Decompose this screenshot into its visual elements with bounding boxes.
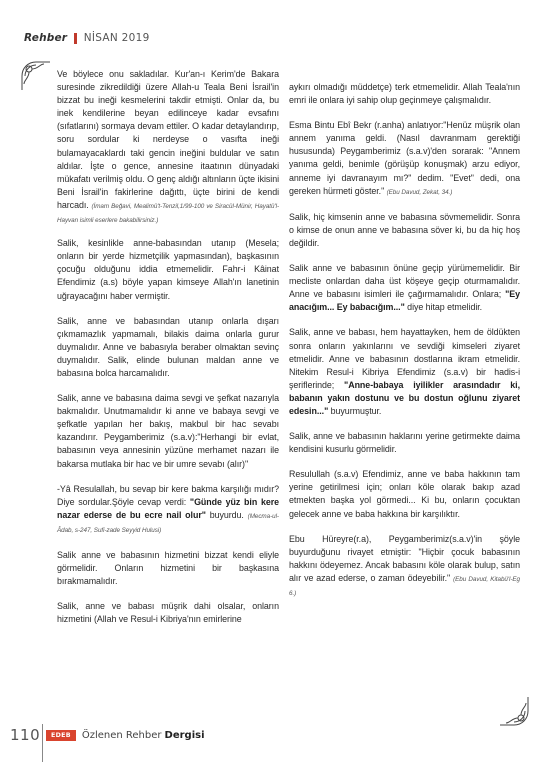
address-quote: "Ey anacığım... Ey babacığım...": [289, 289, 520, 313]
paragraph-text: diye hitap etmelidir.: [404, 302, 483, 313]
footer-divider: [42, 724, 43, 762]
paragraph: [57, 392, 279, 471]
paragraph-text: Salik, kesinlikle anne-babasından utanıp (Mesela; onların bir yerde hizmetçilik yapmasından), başkasının çocuğu olduğunu iddia etmemelidir. Fahr-i Kâinat Efendimiz (a.s) böyle yapan kimseye Allah'ın lanetinin uğrayacağını haber vermiştir.: [57, 238, 279, 301]
issue-date: NİSAN 2019: [83, 32, 150, 44]
paragraph-text: Salik, anne ve babasına daima sevgi ve şefkat nazarıyla bakmalıdır. Unutmamalıdır ki anne ve babaya sevgi ve şefkatle yapılan her bakış, makbul bir hac sevabı kazandırır. Peygamberimiz (s.a.v):"Herhangi bir evlat, babasının veya annesinin yüzüne merhamet nazarı ile bakarsa mutlaka bir hac ve bir umre sevabı (alır)": [57, 393, 279, 469]
paragraph: [57, 68, 279, 227]
citation: (Mecma-ul-Âdab, s-247, Sufi-zade Seyyid Hulusi): [57, 512, 279, 534]
paragraph: [57, 315, 279, 380]
paragraph: [289, 119, 520, 199]
paragraph-text: Ebu Hüreyre(r.a), Peygamberimiz(s.a.v)'in şöyle buyurduğunu rivayet etmiştir: "Hiçbir çocuk babasının hakkını ödeyemez. Ancak babasını köle olarak bulup, satın alır ve azad ederse, o zaman ödeyebilir.": [289, 533, 520, 583]
paragraph: [57, 483, 279, 537]
paragraph-text: Salik, hiç kimsenin anne ve babasına sövmemelidir. Sonra o kimse de onun anne ve babasına söver ki, bu da hiç hoş değildir.: [289, 211, 520, 248]
paragraph-text: Salik, anne ve babası, hem hayattayken, hem de öldükten sonra onların yakınlarını ve sevdiği kimseleri ziyaret etmelidir. Anne ve babasının dostlarına ikram etmelidir. Nitekim Resul-i Kibriya Efendimiz (s.a.v) bir hadis-i şeriflerinde;: [289, 327, 520, 390]
magazine-name-bold: Dergisi: [164, 729, 205, 741]
paragraph-text: Salik anne ve babasının hizmetini bizzat kendi eliyle görmelidir. Onların hizmetini bir başkasına bırakmamalıdır.: [57, 550, 279, 587]
paragraph-text: -Yâ Resulallah, bu sevap bir kere bakma karşılığı mıdır? Diye sordular.Şöyle cevap verdi:: [57, 483, 279, 507]
paragraph-text: Salik, anne ve babasından utanıp onlarla dışarı çıkmamazlık yapmamalı, bilakis daima onlarla gurur duymalıdır. Anne ve babasıyla beraber olmaktan sevinç duymalıdır. Salik, elinde bulunan maldan anne ve babasına bolca harcamalıdır.: [57, 315, 279, 378]
paragraph: [289, 326, 520, 418]
corner-ornament-icon: [20, 60, 52, 92]
paragraph: [57, 237, 279, 302]
header-divider: [74, 33, 77, 44]
paragraph-text: Resulullah (s.a.v) Efendimiz, anne ve baba hakkının tam yerine getirilmesi için; onları köle olarak bakıp azad etmekten başka yol görmedi... Ki bu, onların çocuktan gelecek anne ve baba hakkına bir karşılıktır.: [289, 469, 520, 519]
magazine-logo: Rehber: [24, 32, 68, 44]
section-badge: EDEB: [46, 730, 76, 741]
paragraph-text: Salik, anne ve babası müşrik dahi olsalar, onların hizmetini (Allah ve Resul-i Kibriya'nın emirlerine: [57, 601, 279, 625]
citation: (Ebu Davud, Kitabü'l-Eg 6.): [289, 575, 521, 597]
paragraph-text: buyurmuştur.: [328, 405, 382, 416]
citation: (Ebu Davud, Zekat, 34.): [386, 188, 453, 196]
corner-ornament-icon: [498, 695, 530, 727]
paragraph-text: aykırı olmadığı müddetçe) terk etmemelidir. Allah Teala'nın emri ile onlara iyi sahip olup geçinmeye çalışmalıdır.: [289, 82, 520, 106]
paragraph-text: buyurdu.: [205, 509, 248, 520]
right-column: [289, 81, 520, 612]
page-footer: [10, 727, 205, 743]
paragraph-text: Salik, anne ve babasının haklarını yerine getirmekte daima kendisini kusurlu görmelidir.: [289, 431, 520, 455]
paragraph: [57, 549, 279, 588]
page-number: 110: [10, 726, 41, 744]
paragraph: [289, 533, 520, 600]
running-header: [24, 25, 150, 51]
left-column: [57, 68, 279, 638]
hadith-quote: "Günde yüz bin kere nazar ederse de bu ecre nail olur": [57, 496, 280, 520]
paragraph-text: Ve böylece onu sakladılar. Kur'an-ı Kerim'de Bakara suresinde zikredildiği üzere Allah-u Teala Beni İsrail'in bizzat bu ineği kesmelerini takdir etmişti. Onlar da, bu inek kendilerine beyan edilinceye kadar evsafını (sıfatlarını) sormaya devam ettiler. O kadar detaylandırıp, soru sordular ki nerdeyse o vasıfta ineği bulamayacaklardı taki gencin ineğini buldular ve satın aldılar. İşte o gence, annesine itaatının dünyadaki mükafatı verilmiş oldu. O genç aldığı altınların üçte ikisini Beni İsrail'in fakirlerine dağıttı, üçte birini de kendi harcadı.: [57, 69, 279, 210]
paragraph: [289, 211, 520, 250]
paragraph-text: Esma Bintu Ebî Bekr (r.anha) anlatıyor:"Henüz müşrik olan annem yanıma geldi. (Nasıl davranmam gerektiği hususunda) Peygamberimiz (s.a.v)'den sorarak: "Annem yanıma geldi, benimle (görüşüp konuşmak) arzu ediyor, anneme iyi davranayım mı?" dedim. "Evet" dedi, ona gereken hürmeti göster.": [289, 120, 520, 196]
paragraph: [57, 600, 279, 626]
paragraph: [289, 468, 520, 520]
paragraph: [289, 430, 520, 456]
paragraph-text: Salik anne ve babasının önüne geçip yürümemelidir. Bir mecliste onlardan daha üst köşeye geçip oturmamalıdır. Anne ve babasını isimleri ile çağırmamalıdır. Onlara;: [289, 263, 520, 300]
magazine-name: Özlenen Rehber: [81, 729, 162, 741]
hadith-quote: "Anne-babaya iyilikler arasındadır ki, babanın yakın dostunu ve bu dostun oğlunu ziyaret edesin...": [289, 379, 520, 416]
paragraph: [289, 81, 520, 107]
paragraph: [289, 262, 520, 314]
citation: (İmam Beğavi, Mealimü't-Tenzil,1/99-100 ve Siracül-Münir, Hayatü'l-Hayvan isimli eserlere bakabilirsiniz.): [57, 202, 279, 225]
